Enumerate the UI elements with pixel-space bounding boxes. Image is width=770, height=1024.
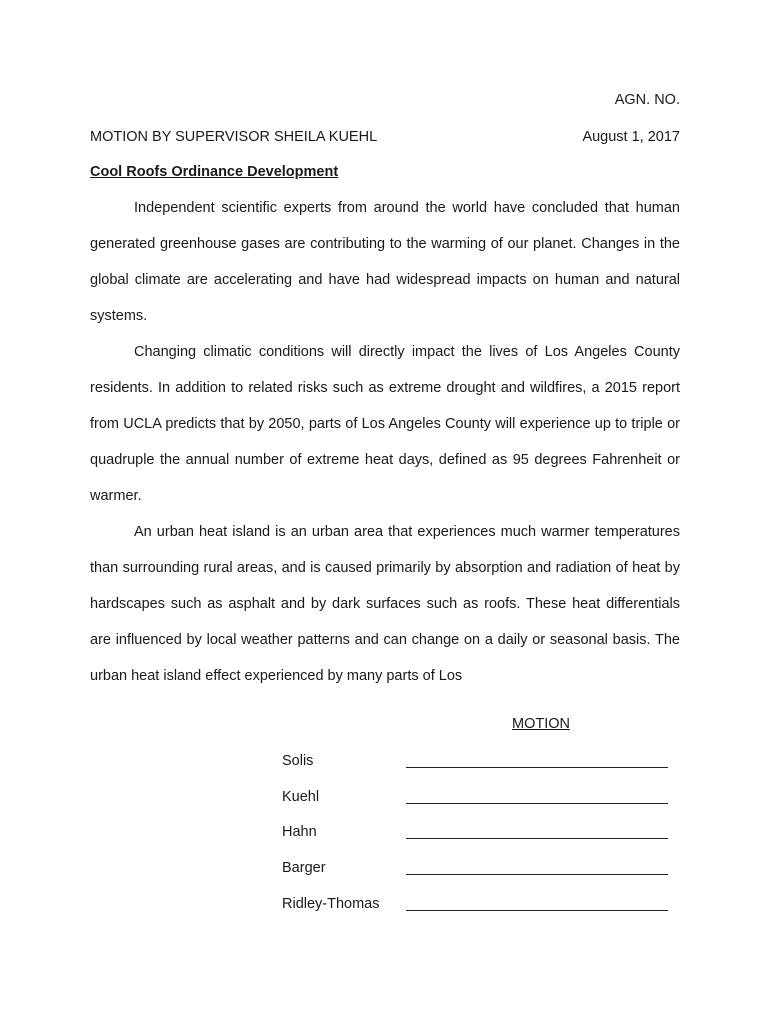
paragraph: Independent scientific experts from around the world have concluded that human generated greenhouse gases are contributing to the warming of our planet. Changes in the global climate are accelerating and have had widespread impacts on human and natural systems. — [90, 200, 680, 324]
motion-body — [90, 190, 680, 694]
motion-heading: MOTION — [512, 716, 570, 732]
vote-row — [282, 786, 672, 822]
signature-line — [406, 803, 668, 804]
supervisor-name: Kuehl — [282, 788, 320, 805]
vote-row — [282, 821, 672, 857]
supervisor-name: Ridley-Thomas — [282, 895, 380, 912]
vote-row — [282, 893, 672, 929]
signature-line — [406, 767, 668, 768]
document-title: Cool Roofs Ordinance Development — [90, 164, 339, 180]
motion-author: MOTION BY SUPERVISOR SHEILA KUEHL — [90, 129, 378, 145]
signature-line — [406, 838, 668, 839]
supervisor-name: Hahn — [282, 824, 317, 841]
vote-row — [282, 857, 672, 893]
supervisor-name: Solis — [282, 753, 314, 769]
paragraph: An urban heat island is an urban area that experiences much warmer temperatures than surrounding rural areas, and is caused primarily by absorption and radiation of heat by hardscapes such as asphalt and by dark surfaces such as roofs. These heat differentials are influenced by local weather patterns and can change on a daily or seasonal basis. The urban heat island effect experienced by many parts of Los — [90, 524, 680, 684]
paragraph: Changing climatic conditions will directly impact the lives of Los Angeles County residents. In addition to related risks such as extreme drought and wildfires, a 2015 report from UCLA predicts that by 2050, parts of Los Angeles County will experience up to triple or quadruple the annual number of extreme heat days, defined as 95 degrees Fahrenheit or warmer. — [90, 344, 680, 504]
supervisor-name: Barger — [282, 860, 326, 877]
vote-row — [282, 750, 672, 786]
signature-line — [406, 874, 668, 875]
signature-line — [406, 910, 668, 911]
agenda-number: AGN. NO. — [614, 92, 680, 108]
vote-table — [282, 750, 672, 928]
motion-date: August 1, 2017 — [582, 129, 680, 145]
